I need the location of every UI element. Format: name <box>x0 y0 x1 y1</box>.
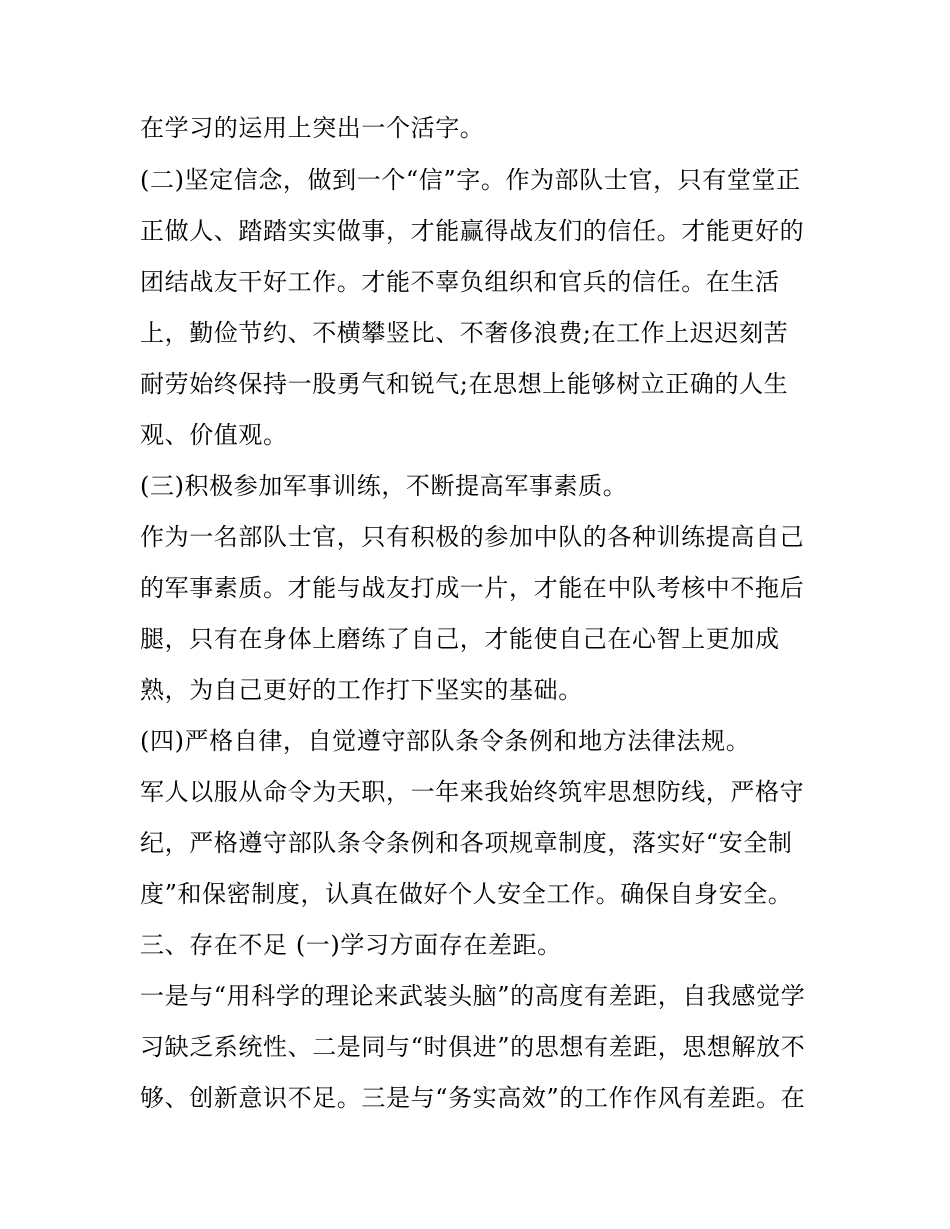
text-line: 够、创新意识不足。三是与“务实高效”的工作作风有差距。在 <box>140 1084 806 1112</box>
text-line: 纪，严格遵守部队条令条例和各项规章制度，落实好“安全制 <box>140 829 793 857</box>
text-line: 正做人、踏踏实实做事，才能赢得战友们的信任。才能更好的 <box>140 217 805 245</box>
text-line: 腿，只有在身体上磨练了自己，才能使自己在心智上更加成 <box>140 625 780 653</box>
text-line: 习缺乏系统性、二是同与“时俱进”的思想有差距，思想解放不 <box>140 1033 806 1061</box>
section-heading: (四)严格自律，自觉遵守部队条令条例和地方法律法规。 <box>140 727 751 755</box>
text-line: (二)坚定信念，做到一个“信”字。作为部队士官，只有堂堂正 <box>140 166 801 194</box>
text-line: 观、价值观。 <box>140 421 288 449</box>
text-line: 军人以服从命令为天职，一年来我始终筑牢思想防线，严格守 <box>140 778 805 806</box>
text-line: 的军事素质。才能与战友打成一片，才能在中队考核中不拖后 <box>140 574 805 602</box>
text-line: 熟，为自己更好的工作打下坚实的基础。 <box>140 676 583 704</box>
text-line: 上，勤俭节约、不横攀竖比、不奢侈浪费;在工作上迟迟刻苦 <box>140 319 789 347</box>
text-line: 团结战友干好工作。才能不辜负组织和官兵的信任。在生活 <box>140 268 780 296</box>
section-heading: (三)积极参加军事训练，不断提高军事素质。 <box>140 472 628 500</box>
section-heading: 三、存在不足 (一)学习方面存在差距。 <box>140 931 562 959</box>
text-line: 耐劳始终保持一股勇气和锐气;在思想上能够树立正确的人生 <box>140 370 789 398</box>
text-line: 作为一名部队士官，只有积极的参加中队的各种训练提高自己 <box>140 523 805 551</box>
text-line: 一是与“用科学的理论来武装头脑”的高度有差距，自我感觉学 <box>140 982 806 1010</box>
text-line: 度”和保密制度，认真在做好个人安全工作。确保自身安全。 <box>140 880 793 908</box>
text-line: 在学习的运用上突出一个活字。 <box>140 114 485 142</box>
